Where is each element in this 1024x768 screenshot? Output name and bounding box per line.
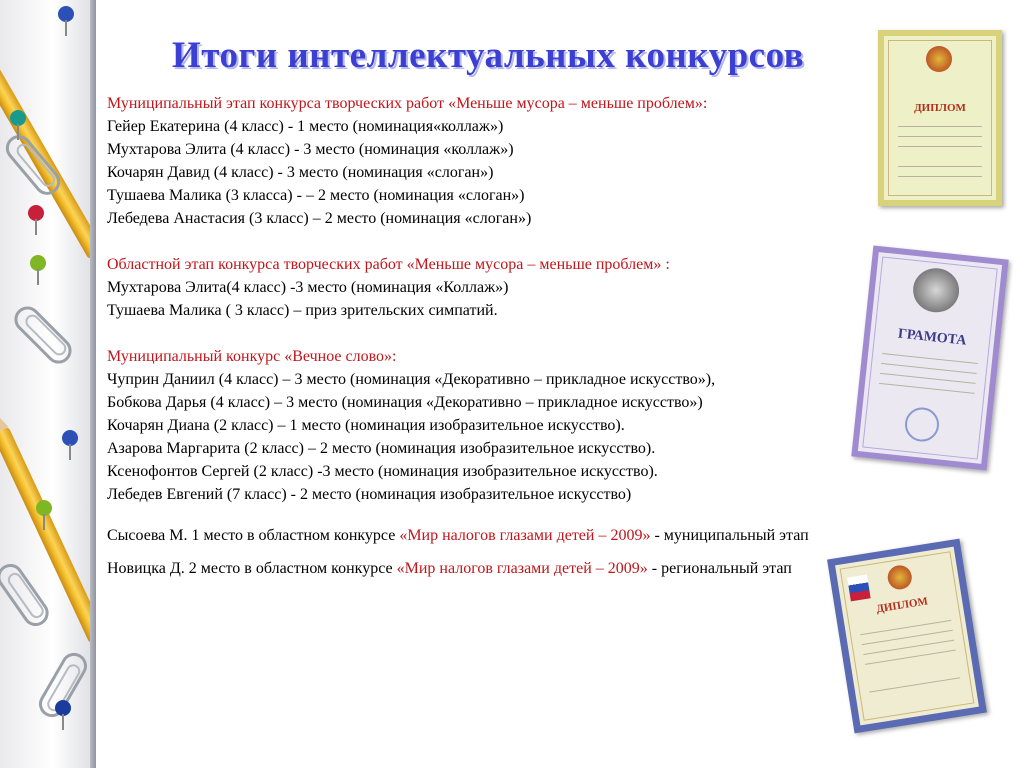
regional-result-text: Новицка Д. 2 место в областном конкурсе [107, 560, 397, 577]
diploma-image [827, 539, 987, 734]
list-item: Мухтарова Элита (4 класс) - 3 место (номинация «коллаж») [107, 141, 514, 158]
certificate-title: ДИПЛОМ [875, 595, 929, 616]
regional-result-item [107, 557, 845, 580]
certificate-text-line [898, 126, 982, 127]
contest-name: «Мир налогов глазами детей – 2009» [396, 560, 648, 577]
list-item: Кочарян Диана (2 класс) – 1 место (номинация изобразительное искусство). [107, 417, 625, 434]
certificate-title: ГРАМОТА [897, 326, 968, 349]
spacer [107, 506, 857, 524]
page-title: Итоги интеллектуальных конкурсов [172, 35, 805, 76]
coat-of-arms-icon [926, 46, 952, 72]
contest-name: «Мир налогов глазами детей – 2009» [399, 527, 651, 544]
regional-result-stage: - региональный этап [647, 560, 792, 577]
list-item: Тушаева Малика (3 класса) - – 2 место (номинация «слоган») [107, 187, 525, 204]
paperclip-icon [9, 301, 77, 369]
certificate-title: ДИПЛОМ [914, 102, 966, 114]
diploma-image [878, 30, 1002, 206]
pushpin-icon [58, 6, 74, 22]
certificate-text-line [898, 166, 982, 167]
certificate-text-line [898, 176, 982, 177]
list-item: Чуприн Даниил (4 класс) – 3 место (номинация «Декоративно – прикладное искусство»), [107, 371, 716, 388]
pushpin-icon [10, 110, 26, 126]
pushpin-icon [36, 500, 52, 516]
regional-result-stage: - муниципальный этап [650, 527, 809, 544]
list-item: Тушаева Малика ( 3 класс) – приз зрительских симпатий. [107, 302, 498, 319]
section-heading-municipal-waste: Муниципальный этап конкурса творческих работ «Меньше мусора – меньше проблем»: [107, 95, 708, 112]
list-item: Лебедева Анастасия (3 класс) – 2 место (номинация «слоган») [107, 210, 532, 227]
list-item: Ксенофонтов Сергей (2 класс) -3 место (номинация изобразительное искусство). [107, 463, 658, 480]
certificate-text-line [898, 136, 982, 137]
pushpin-icon [28, 205, 44, 221]
decorative-stationery-strip [0, 0, 96, 768]
spacer [107, 230, 857, 253]
list-item: Гейер Екатерина (4 класс) - 1 место (номинация«коллаж») [107, 118, 504, 135]
regional-result-item [107, 524, 845, 547]
paperclip-icon [0, 559, 54, 631]
list-item: Кочарян Давид (4 класс) - 3 место (номинация «слоган») [107, 164, 494, 181]
spacer [107, 547, 857, 557]
pushpin-icon [62, 430, 78, 446]
section-heading-regional-waste: Областной этап конкурса творческих работ «Меньше мусора – меньше проблем» : [107, 256, 670, 273]
list-item: Лебедев Евгений (7 класс) - 2 место (номинация изобразительное искусство) [107, 486, 632, 503]
list-item: Азарова Маргарита (2 класс) – 2 место (номинация изобразительное искусство). [107, 440, 656, 457]
results-list [107, 92, 857, 580]
certificate-text-line [898, 146, 982, 147]
flag-icon [847, 575, 871, 602]
list-item: Бобкова Дарья (4 класс) – 3 место (номинация «Декоративно – прикладное искусство») [107, 394, 703, 411]
section-heading-eternal-word: Муниципальный конкурс «Вечное слово»: [107, 348, 397, 365]
pushpin-icon [55, 700, 71, 716]
regional-result-text: Сысоева М. 1 место в областном конкурсе [107, 527, 400, 544]
gramota-image [851, 245, 1008, 470]
list-item: Мухтарова Элита(4 класс) -3 место (номинация «Коллаж») [107, 279, 509, 296]
pushpin-icon [30, 255, 46, 271]
spacer [107, 322, 857, 345]
